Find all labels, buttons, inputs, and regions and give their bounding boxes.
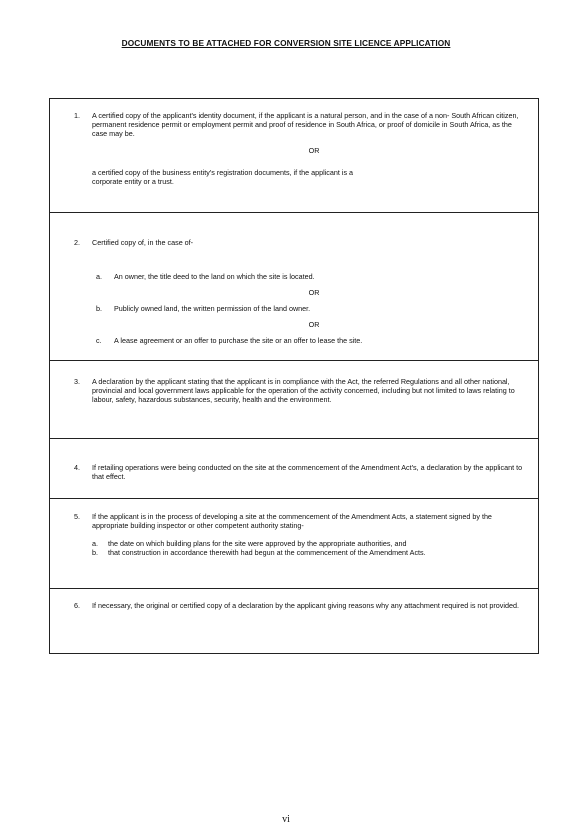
sub-item-letter: b. [96,304,102,313]
documents-table [49,98,539,654]
sub-item-b [92,548,530,557]
or-separator: OR [308,146,320,155]
table-row-5 [50,499,538,589]
item-number: 5. [74,512,80,521]
item-number: 6. [74,601,80,610]
or-separator: OR [308,320,320,329]
item-text: A certified copy of the applicant's identity document, if the applicant is a natural person, and in the case of a non- South African citizen, permanent residence permit or employment permit and proof of residence in South Africa, or proof of domicile in South Africa, as the case may be. [92,111,519,138]
sub-item-letter: a. [96,272,102,281]
item-text: Certified copy of, in the case of- [92,238,194,247]
document-title: DOCUMENTS TO BE ATTACHED FOR CONVERSION SITE LICENCE APPLICATION [121,38,451,48]
item-number: 2. [74,238,80,247]
sub-item-letter: a. [92,539,98,548]
item-text: If the applicant is in the process of developing a site at the commencement of the Amendment Acts, a statement signed by the appropriate building inspector or other competent authority stating- [92,512,492,530]
table-row-6 [50,589,538,653]
item-number: 3. [74,377,80,386]
item-text: If necessary, the original or certified copy of a declaration by the applicant giving reasons why any attachment required is not provided. [92,601,519,610]
item-number: 1. [74,111,80,120]
table-row-1 [50,99,538,213]
sub-item-text: A lease agreement or an offer to purchase the site or an offer to lease the site. [114,336,363,345]
item-text-alt: a certified copy of the business entity's registration documents, if the applicant is a corporate entity or a trust. [92,168,354,186]
sub-item-a [92,539,530,548]
sub-item-text: the date on which building plans for the site were approved by the appropriate authorities, and [108,539,407,548]
sub-item-text: that construction in accordance therewith had begun at the commencement of the Amendment Acts. [108,548,426,557]
sub-item-letter: b. [92,548,98,557]
item-text: A declaration by the applicant stating that the applicant is in compliance with the Act, the referred Regulations and all other national, provincial and local government laws applicable for the operation of the activity concerned, including but not limited to laws relating to labour, safety, hazardous substances, security, health and the environment. [92,377,515,404]
sub-item-letter: c. [96,336,102,345]
or-separator: OR [308,288,320,297]
table-row-3 [50,361,538,439]
item-text: If retailing operations were being conducted on the site at the commencement of the Amendment Act's, a declaration by the applicant to that effect. [92,463,523,481]
sub-item-b [96,304,530,313]
sub-item-c [96,336,530,345]
sub-item-text: An owner, the title deed to the land on which the site is located. [114,272,315,281]
page-number: vi [282,814,290,825]
table-row-2 [50,213,538,361]
sub-item-text: Publicly owned land, the written permission of the land owner. [114,304,311,313]
table-row-4 [50,439,538,499]
item-number: 4. [74,463,80,472]
sub-item-a [96,272,530,281]
